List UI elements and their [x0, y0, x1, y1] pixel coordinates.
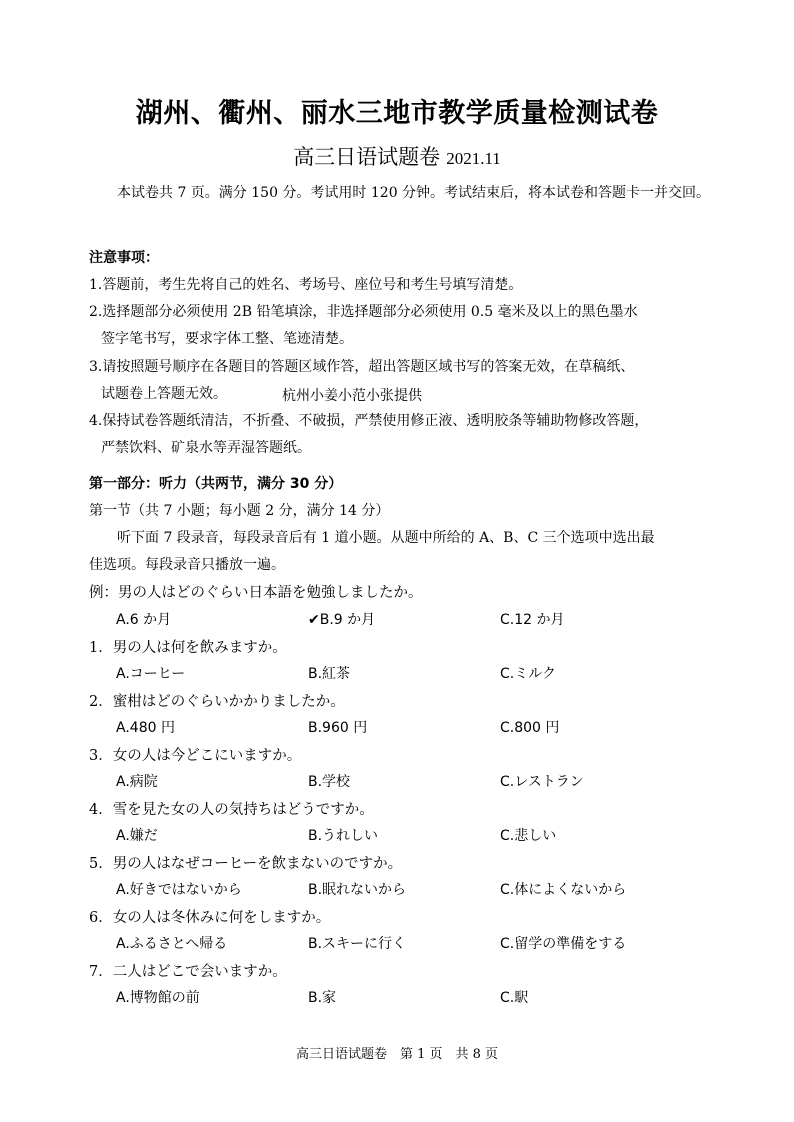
question-4-option-a: A.嫌だ [116, 828, 158, 844]
note-1: 1.答题前，考生先将自己的姓名、考场号、座位号和考生号填写清楚。 [89, 277, 523, 293]
instruction-line1: 听下面 7 段录音，每段录音后有 1 道小题。从题中所给的 A、B、C 三个选项中选出最 [117, 530, 655, 546]
question-1-option-b: B.紅茶 [308, 666, 351, 682]
question-6-option-b: B.スキーに行く [308, 936, 407, 952]
question-6: 6．女の人は冬休みに何をしますか。 [89, 910, 331, 926]
question-7-option-c: C.駅 [500, 990, 529, 1006]
page-title: 湖州、衢州、丽水三地市教学质量检测试卷 [135, 98, 659, 129]
intro-paragraph: 本试卷共 7 页。满分 150 分。考试用时 120 分钟。考试结束后，将本试卷和答题卡一并交回。 [117, 185, 711, 201]
example-question: 例：男の人はどのぐらい日本語を勉強しましたか。 [89, 585, 423, 601]
question-5: 5．男の人はなぜコーヒーを飲まないのですか。 [89, 856, 403, 872]
note-4-line1: 4.保持试卷答题纸清洁，不折叠、不破损，严禁使用修正液、透明胶条等辅助物修改答题， [89, 413, 649, 429]
question-7: 7．二人はどこで会いますか。 [89, 964, 287, 980]
question-2-option-c: C.800 円 [500, 720, 560, 736]
question-1-option-a: A.コーヒー [116, 666, 186, 682]
example-option-b-text: B.9 か月 [319, 612, 376, 628]
note-3-line1: 3.请按照题号顺序在各题目的答题区域作答，超出答题区域书写的答案无效，在草稿纸、 [89, 359, 635, 375]
question-1: 1．男の人は何を飲みますか。 [89, 640, 287, 656]
question-3-option-a: A.病院 [116, 774, 158, 790]
question-5-option-b: B.眠れないから [308, 882, 407, 898]
checkmark-icon: ✔ [308, 612, 320, 628]
note-2-line2: 签字笔书写，要求字体工整、笔迹清楚。 [101, 331, 353, 347]
question-7-option-a: A.博物館の前 [116, 990, 200, 1006]
example-option-a: A.6 か月 [116, 612, 172, 628]
subtitle-text: 高三日语试题卷 [293, 145, 441, 169]
question-1-option-c: C.ミルク [500, 666, 556, 682]
question-3-option-b: B.学校 [308, 774, 351, 790]
question-4-option-c: C.悲しい [500, 828, 557, 844]
note-2-line1: 2.选择题部分必须使用 2B 铅笔填涂，非选择题部分必须使用 0.5 毫米及以上的黑色墨水 [89, 304, 638, 320]
page-subtitle [0, 141, 794, 171]
question-3: 3．女の人は今どこにいますか。 [89, 748, 302, 764]
question-4: 4．雪を見た女の人の気持ちはどうですか。 [89, 802, 374, 818]
part1-heading: 第一部分：听力（共两节，满分 30 分） [89, 476, 343, 492]
question-6-option-a: A.ふるさとへ帰る [116, 936, 228, 952]
question-7-option-b: B.家 [308, 990, 337, 1006]
question-2-option-b: B.960 円 [308, 720, 368, 736]
example-option-c: C.12 か月 [500, 612, 565, 628]
question-2-option-a: A.480 円 [116, 720, 175, 736]
page-footer: 高三日语试题卷 第 1 页 共 8 页 [295, 1047, 499, 1062]
notes-heading: 注意事项： [89, 250, 159, 266]
section1-heading: 第一节（共 7 小题；每小题 2 分，满分 14 分） [89, 503, 390, 519]
watermark-text: 杭州小姜小范小张提供 [282, 388, 422, 404]
exam-date: 2021.11 [446, 149, 501, 168]
question-6-option-c: C.留学の準備をする [500, 936, 627, 952]
question-5-option-c: C.体によくないから [500, 882, 627, 898]
question-3-option-c: C.レストラン [500, 774, 584, 790]
question-5-option-a: A.好きではないから [116, 882, 242, 898]
instruction-line2: 佳选项。每段录音只播放一遍。 [89, 557, 285, 573]
question-4-option-b: B.うれしい [308, 828, 379, 844]
question-2: 2．蜜柑はどのぐらいかかりましたか。 [89, 694, 345, 710]
note-3-line2: 试题卷上答题无效。 [101, 386, 227, 402]
example-option-b [308, 609, 375, 629]
note-4-line2: 严禁饮料、矿泉水等弄湿答题纸。 [101, 440, 311, 456]
